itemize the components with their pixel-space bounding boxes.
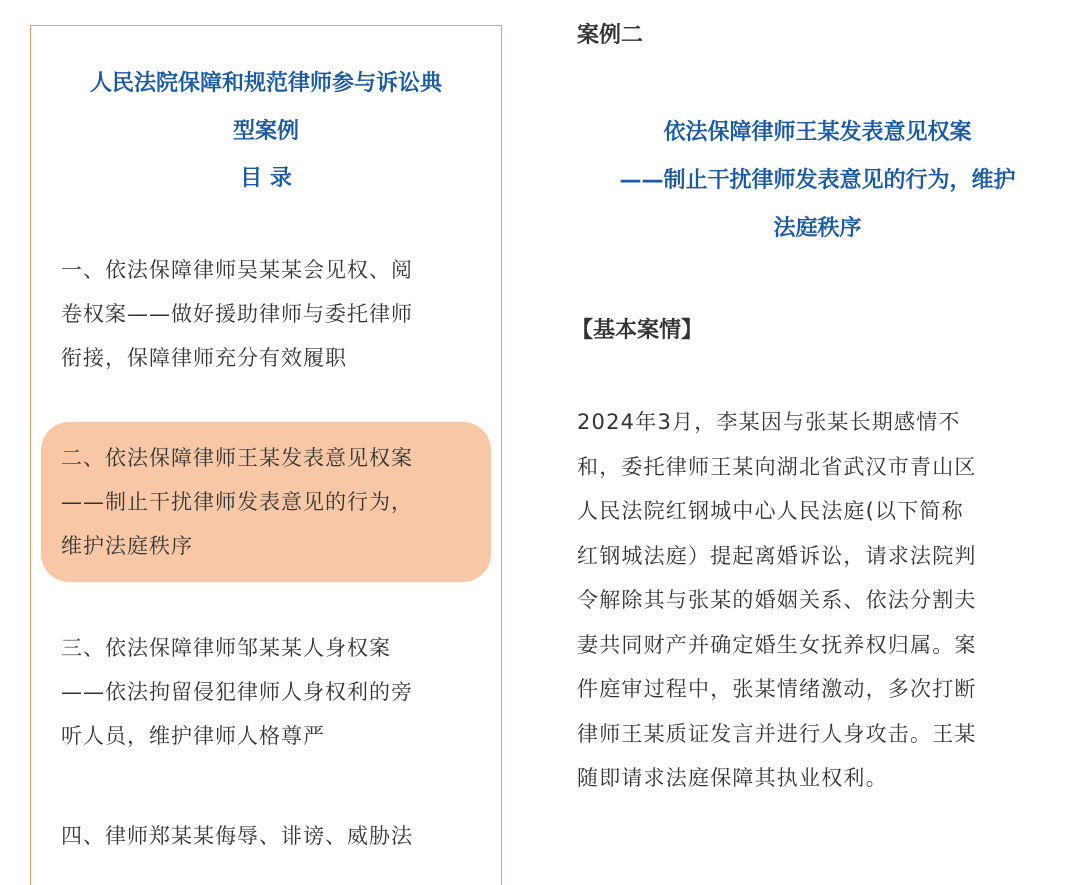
body-line: 随即请求法庭保障其执业权利。 xyxy=(577,766,888,790)
body-line: 和，委托律师王某向湖北省武汉市青山区 xyxy=(577,454,977,479)
section-heading: 【基本案情】 xyxy=(571,318,704,343)
case-content xyxy=(555,0,1080,861)
toc-item-line: 听人员，维护律师人格尊严 xyxy=(61,724,325,748)
toc-item-4[interactable] xyxy=(61,814,473,858)
toc-title-line1: 人民法院保障和规范律师参与诉讼典 xyxy=(89,71,442,96)
toc-item-3[interactable] xyxy=(61,626,473,758)
case-title-line1: 依法保障律师王某发表意见权案 xyxy=(663,120,972,145)
toc-item-line: 衔接，保障律师充分有效履职 xyxy=(61,346,347,370)
toc-item-line: 三、依法保障律师邹某某人身权案 xyxy=(61,636,391,660)
toc-item-line: 维护法庭秩序 xyxy=(61,534,193,558)
toc-item-1[interactable] xyxy=(61,248,473,380)
toc-item-line: 四、律师郑某某侮辱、诽谤、威胁法 xyxy=(61,824,413,848)
toc-title-line2: 型案例 xyxy=(232,119,299,144)
body-line: 人民法院红钢城中心人民法庭(以下简称 xyxy=(577,499,964,523)
body-line: 律师王某质证发言并进行人身攻击。王某 xyxy=(577,721,977,746)
case-title-line2: ——制止干扰律师发表意见的行为，维护 xyxy=(619,168,1016,193)
case-label: 案例二 xyxy=(577,23,644,48)
body-line: 妻共同财产并确定婚生女抚养权归属。案 xyxy=(577,632,977,657)
toc-item-line: 二、依法保障律师王某发表意见权案 xyxy=(61,446,413,470)
body-line: 件庭审过程中，张某情绪激动，多次打断 xyxy=(577,677,977,701)
toc-item-line: ——依法拘留侵犯律师人身权利的旁 xyxy=(61,680,413,704)
body-line: 令解除其与张某的婚姻关系、依法分割夫 xyxy=(577,588,977,612)
toc-item-2[interactable] xyxy=(61,436,473,568)
toc-item-line: 卷权案——做好援助律师与委托律师 xyxy=(61,302,413,326)
toc-heading: 目 录 xyxy=(240,166,292,191)
body-line: 2024年3月，李某因与张某长期感情不 xyxy=(577,410,961,434)
case-title-line3: 法庭秩序 xyxy=(773,216,862,241)
toc-item-line: 一、依法保障律师吴某某会见权、阅 xyxy=(61,258,413,282)
case-body xyxy=(577,400,1043,801)
body-line: 红钢城法庭）提起离婚诉讼，请求法院判 xyxy=(577,543,977,568)
toc-panel xyxy=(30,25,502,885)
toc-item-line: ——制止干扰律师发表意见的行为， xyxy=(61,490,413,514)
